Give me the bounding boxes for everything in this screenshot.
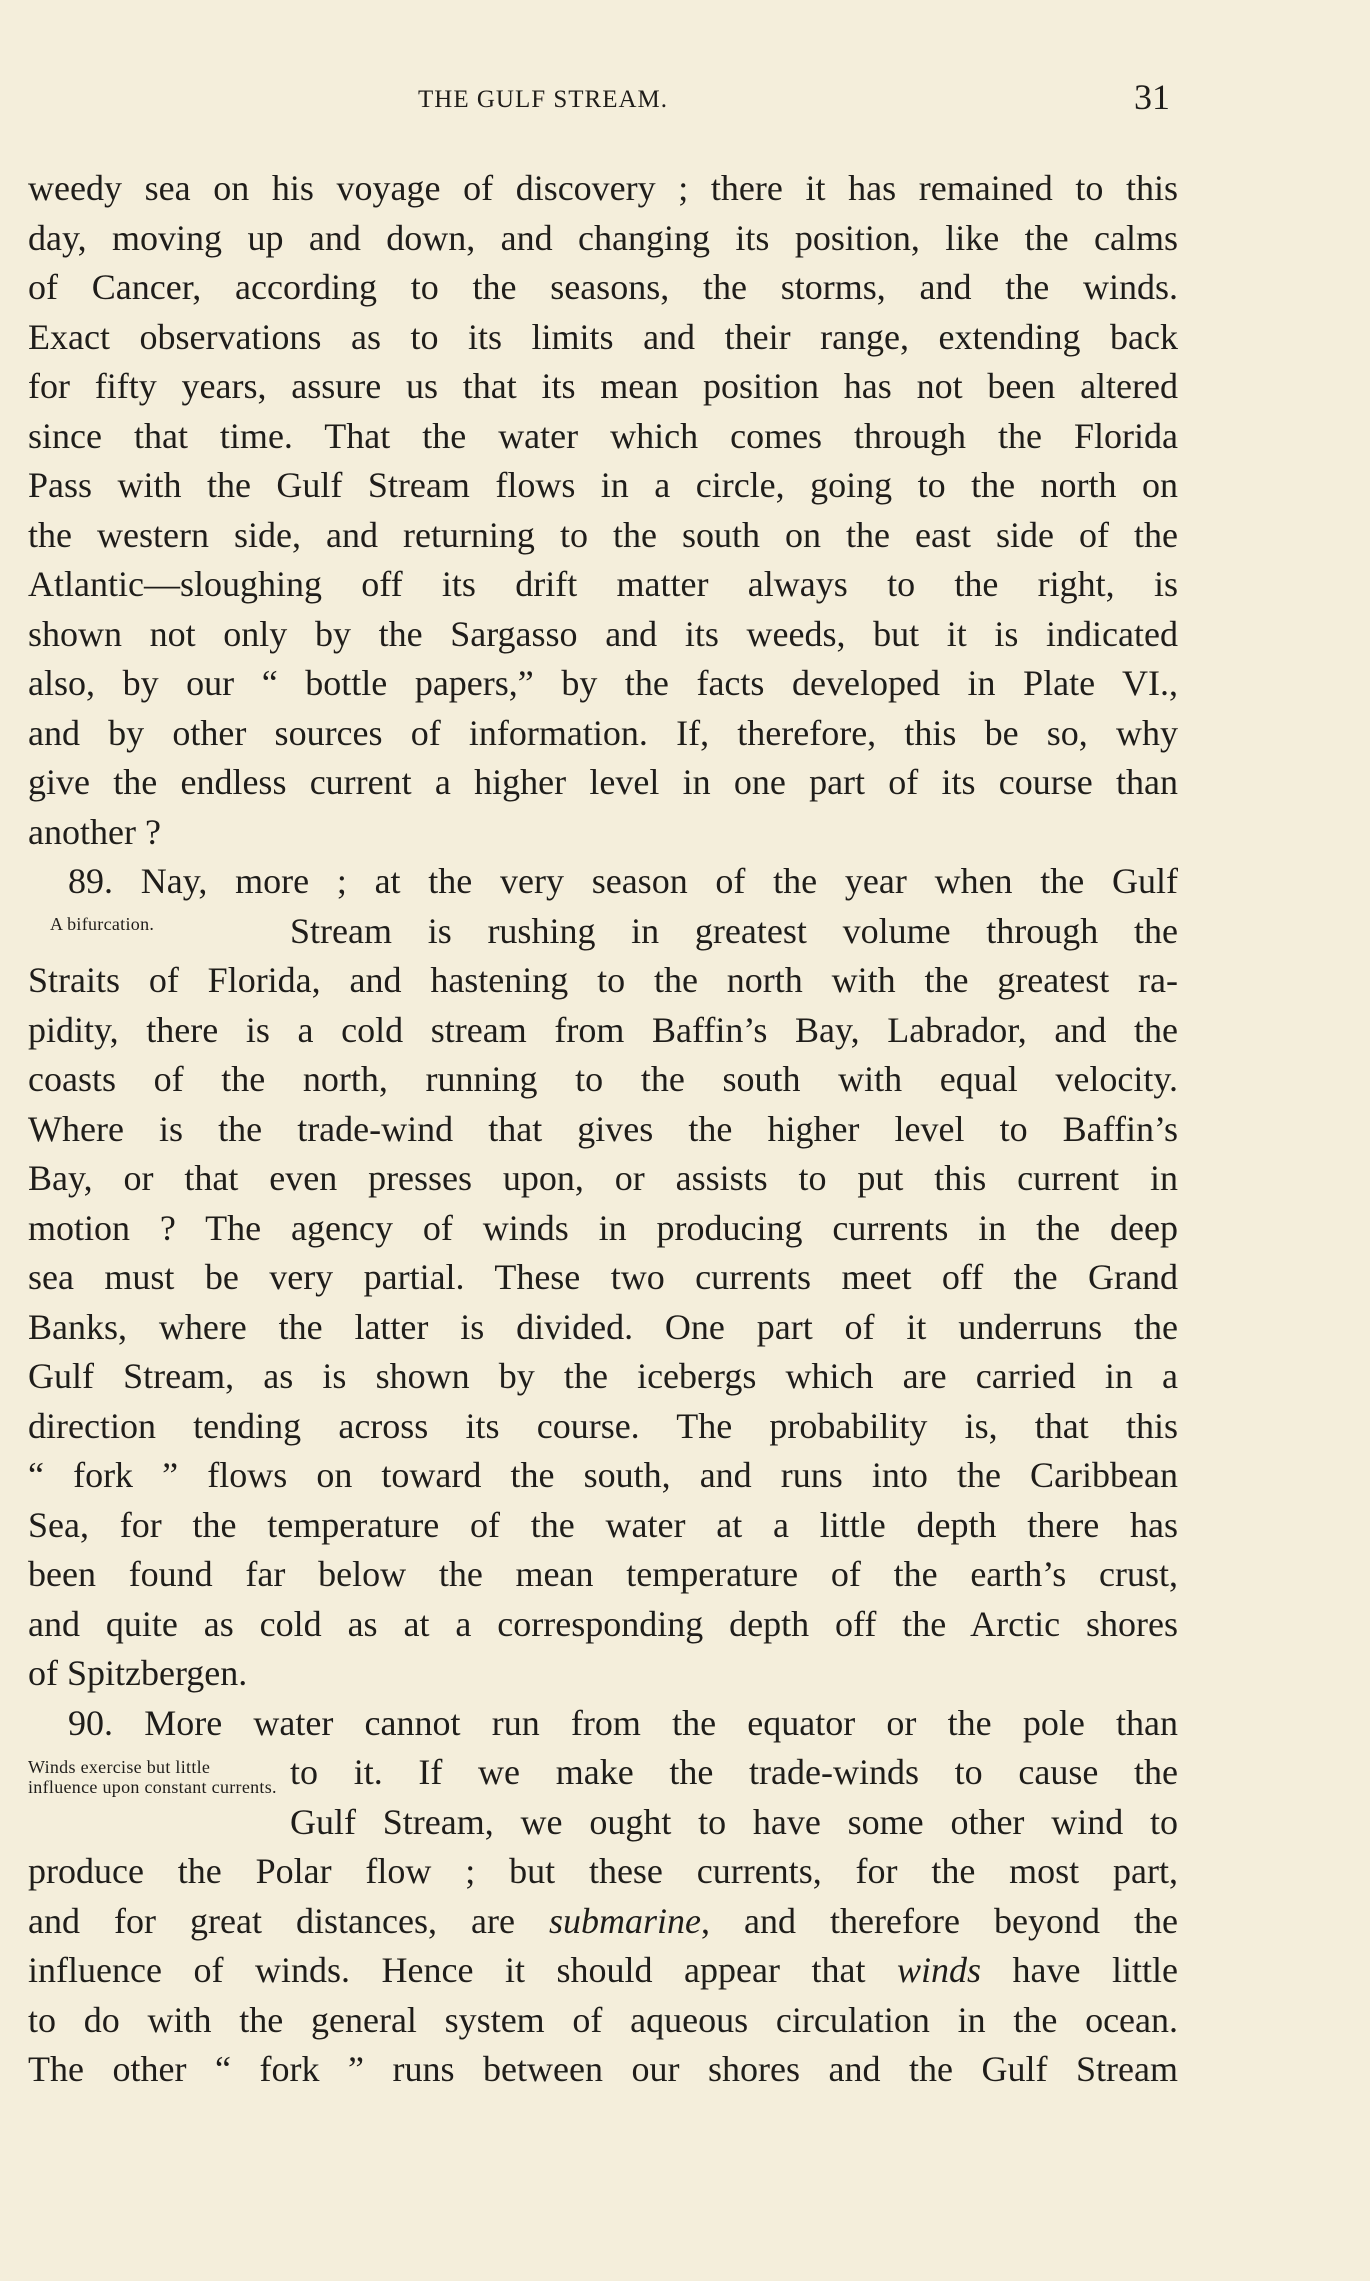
text-line: give the endless current a higher level in one part of its course than xyxy=(28,762,1178,802)
text-line: of Spitzbergen. xyxy=(28,1653,248,1693)
page-number: 31 xyxy=(1134,77,1170,117)
text-line: pidity, there is a cold stream from Baffin’s Bay, Labrador, and the xyxy=(28,1009,1178,1050)
text-line: Stream is rushing in greatest volume through the xyxy=(290,910,1178,951)
text-span: influence of winds. Hence it should appear that xyxy=(28,1950,897,1990)
text-line: for fifty years, assure us that its mean position has not been altered xyxy=(28,366,1178,406)
text-span: have little xyxy=(981,1950,1178,1990)
text-line xyxy=(28,1897,1178,1947)
text-line: coasts of the north, running to the south with equal velocity. xyxy=(28,1059,1178,1099)
text-line: also, by our “ bottle papers,” by the facts developed in Plate VI., xyxy=(28,663,1178,703)
text-line: another ? xyxy=(28,811,161,852)
text-line: direction tending across its course. The probability is, that this xyxy=(28,1405,1178,1446)
text-line: Exact observations as to its limits and their range, extending back xyxy=(28,316,1178,357)
text-line: “ fork ” flows on toward the south, and runs into the Caribbean xyxy=(28,1455,1178,1495)
sidenote-winds: Winds exercise but little influence upon constant currents. xyxy=(28,1757,277,1797)
text-line: Banks, where the latter is divided. One part of it underruns the xyxy=(28,1306,1178,1347)
text-line: to do with the general system of aqueous circulation in the ocean. xyxy=(28,1999,1178,2040)
paragraph-90-start: 90. More water cannot run from the equator or the pole than xyxy=(68,1702,1178,1743)
text-line: since that time. That the water which comes through the Florida xyxy=(28,415,1178,456)
text-line: shown not only by the Sargasso and its weeds, but it is indicated xyxy=(28,613,1178,654)
text-line: the western side, and returning to the south on the east side of the xyxy=(28,514,1178,555)
text-line: day, moving up and down, and changing its position, like the calms xyxy=(28,217,1178,258)
text-line: to it. If we make the trade-winds to cause the xyxy=(290,1752,1178,1792)
text-line: motion ? The agency of winds in producing currents in the deep xyxy=(28,1207,1178,1248)
italic-term: winds xyxy=(896,1950,981,1990)
text-line: Gulf Stream, we ought to have some other wind to xyxy=(290,1801,1178,1842)
text-line: and by other sources of information. If, therefore, this be so, why xyxy=(28,712,1178,753)
text-line: Atlantic—sloughing off its drift matter always to the right, is xyxy=(28,564,1178,604)
running-title: THE GULF STREAM. xyxy=(418,86,669,113)
text-line: weedy sea on his voyage of discovery ; there it has remained to this xyxy=(28,168,1178,208)
text-line: The other “ fork ” runs between our shores and the Gulf Stream xyxy=(28,2049,1178,2089)
paragraph-89-start: 89. Nay, more ; at the very season of the year when the Gulf xyxy=(68,861,1178,901)
text-line: Sea, for the temperature of the water at a little depth there has xyxy=(28,1504,1178,1545)
text-span: , and therefore beyond the xyxy=(701,1900,1178,1941)
text-line: sea must be very partial. These two currents meet off the Grand xyxy=(28,1257,1178,1297)
text-line xyxy=(28,1946,1178,1996)
page-header xyxy=(28,76,1178,136)
text-span: and for great distances, are xyxy=(28,1900,549,1941)
text-line: produce the Polar flow ; but these currents, for the most part, xyxy=(28,1851,1178,1891)
text-line: Straits of Florida, and hastening to the north with the greatest ra- xyxy=(28,960,1178,1000)
italic-term: submarine xyxy=(549,1900,701,1941)
text-line: and quite as cold as at a corresponding depth off the Arctic shores xyxy=(28,1603,1178,1644)
text-line: Gulf Stream, as is shown by the icebergs which are carried in a xyxy=(28,1356,1178,1396)
sidenote-bifurcation: A bifurcation. xyxy=(50,914,155,934)
text-line: Where is the trade-wind that gives the higher level to Baffin’s xyxy=(28,1108,1178,1149)
text-line: been found far below the mean temperature of the earth’s crust, xyxy=(28,1554,1178,1594)
text-line: of Cancer, according to the seasons, the storms, and the winds. xyxy=(28,267,1178,307)
text-line: Bay, or that even presses upon, or assists to put this current in xyxy=(28,1158,1178,1198)
text-line: Pass with the Gulf Stream flows in a circle, going to the north on xyxy=(28,465,1178,505)
body-text xyxy=(28,164,1178,2095)
